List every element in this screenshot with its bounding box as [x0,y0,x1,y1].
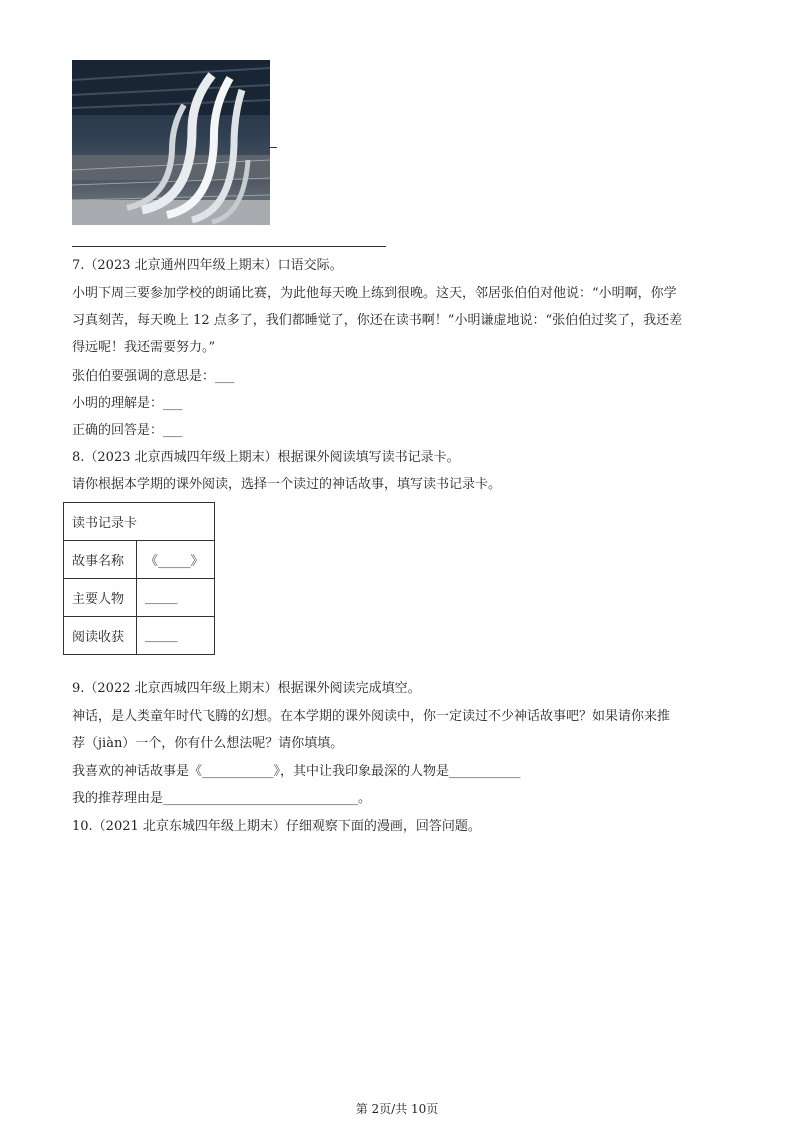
q7-paragraph-line-2: 习真刻苦，每天晚上 12 点多了，我们都睡觉了，你还在读书啊！”小明谦虚地说：“张伯伯过奖了，我还差 [72,313,683,328]
card-title: 读书记录卡 [64,503,215,541]
q9-fill-line-1: 我喜欢的神话故事是《___________》，其中让我印象最深的人物是___________ [72,764,521,779]
card-row-label: 阅读收获 [64,617,137,655]
q10-header: 10.（2021 北京东城四年级上期末）仔细观察下面的漫画，回答问题。 [72,819,481,834]
q7-answer-1: 张伯伯要强调的意思是：___ [72,369,235,384]
q9-fill-line-2: 我的推荐理由是______________________________。 [72,791,372,806]
card-row-label: 主要人物 [64,579,137,617]
reading-record-card [63,502,215,655]
q9-paragraph-line-2: 荐（jiàn）一个，你有什么想法呢？请你填填。 [72,736,344,751]
answer-underline [72,246,386,247]
card-row-value[interactable]: _____ [137,579,215,617]
card-row [64,541,215,579]
stadium-photo-art [72,60,270,225]
q7-paragraph-line-1: 小明下周三要参加学校的朗诵比赛，为此他每天晚上练到很晚。这天，邻居张伯伯对他说：“小明啊，你学 [72,286,677,301]
card-row-value[interactable]: _____ [137,617,215,655]
q9-header: 9.（2022 北京西城四年级上期末）根据课外阅读完成填空。 [72,681,421,696]
q8-header: 8.（2023 北京西城四年级上期末）根据课外阅读填写读书记录卡。 [72,450,460,465]
page-footer: 第 2页/共 10页 [355,1102,439,1116]
card-row-value[interactable]: 《_____》 [137,541,215,579]
stadium-photo [72,60,270,225]
card-row [64,617,215,655]
card-row [64,579,215,617]
card-row-label: 故事名称 [64,541,137,579]
q7-header: 7.（2023 北京通州四年级上期末）口语交际。 [72,258,343,273]
image-tick-mark [270,147,277,148]
q7-answer-3: 正确的回答是：___ [72,423,183,438]
q7-paragraph-line-3: 得远呢！我还需要努力。” [72,340,216,355]
q9-paragraph-line-1: 神话，是人类童年时代飞腾的幻想。在本学期的课外阅读中，你一定读过不少神话故事吧？如果请你来推 [72,709,671,724]
q7-answer-2: 小明的理解是：___ [72,396,183,411]
q8-instruction: 请你根据本学期的课外阅读，选择一个读过的神话故事，填写读书记录卡。 [72,477,502,492]
